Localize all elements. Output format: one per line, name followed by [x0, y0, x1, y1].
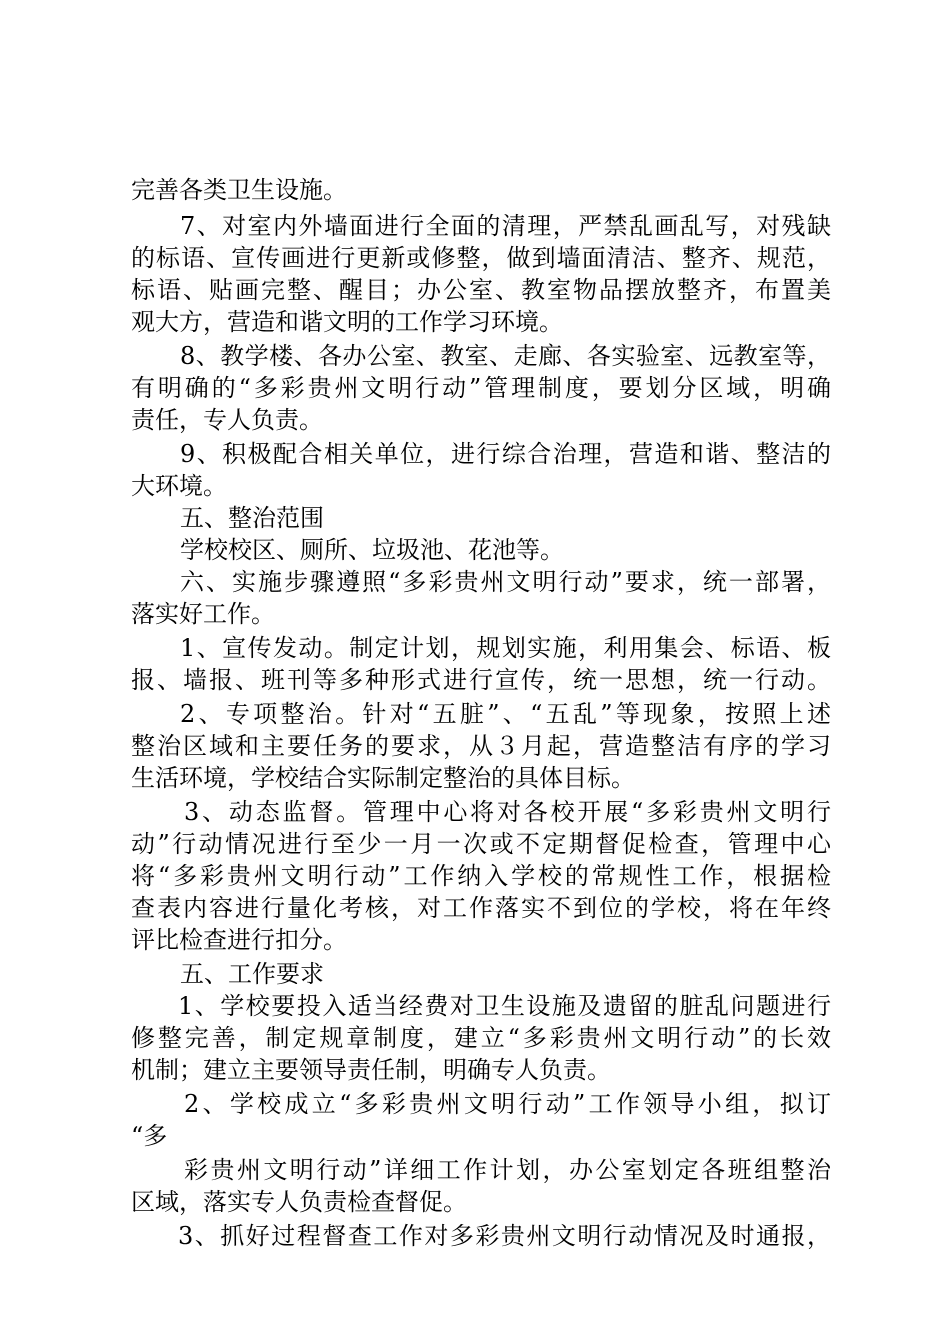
- text-line: 8、教学楼、各办公室、教室、走廊、各实验室、远教室等，: [180, 342, 831, 370]
- section-heading: 五、工作要求: [180, 960, 324, 988]
- text-line: 修整完善，制定规章制度，建立“多彩贵州文明行动”的长效: [131, 1024, 831, 1052]
- text-line: 3、动态监督。管理中心将对各校开展“多彩贵州文明行: [184, 798, 831, 826]
- text-line: 责任，专人负责。: [131, 406, 323, 434]
- section-heading: 五、整治范围: [180, 504, 324, 532]
- text-line: 查表内容进行量化考核，对工作落实不到位的学校，将在年终: [131, 894, 831, 922]
- text-line: 将“多彩贵州文明行动”工作纳入学校的常规性工作，根据检: [131, 862, 831, 890]
- text-line: 2、学校成立“多彩贵州文明行动”工作领导小组，拟订: [184, 1090, 831, 1118]
- text-line: 报、墙报、班刊等多种形式进行宣传，统一思想，统一行动。: [131, 666, 831, 694]
- text-line: 1、宣传发动。制定计划，规划实施，利用集会、标语、板: [180, 634, 831, 662]
- text-line: 六、实施步骤遵照“多彩贵州文明行动”要求，统一部署，: [180, 568, 831, 596]
- text-line: 落实好工作。: [131, 600, 275, 628]
- text-line: 评比检查进行扣分。: [131, 926, 347, 954]
- text-line: 整治区域和主要任务的要求，从３月起，营造整洁有序的学习: [131, 732, 831, 760]
- text-line: 观大方，营造和谐文明的工作学习环境。: [131, 308, 563, 336]
- text-line: 有明确的“多彩贵州文明行动”管理制度，要划分区域，明确: [131, 374, 831, 402]
- text-line: 生活环境，学校结合实际制定整治的具体目标。: [131, 764, 635, 792]
- text-line: 的标语、宣传画进行更新或修整，做到墙面清洁、整齐、规范，: [131, 244, 831, 272]
- text-line: 彩贵州文明行动”详细工作计划，办公室划定各班组整治: [184, 1156, 831, 1184]
- text-line: 动”行动情况进行至少一月一次或不定期督促检查，管理中心: [131, 830, 831, 858]
- text-line: 机制；建立主要领导责任制，明确专人负责。: [131, 1056, 611, 1084]
- text-line: 区域，落实专人负责检查督促。: [131, 1188, 467, 1216]
- text-line: 1、学校要投入适当经费对卫生设施及遗留的脏乱问题进行: [178, 992, 831, 1020]
- text-line: 2、专项整治。针对“五脏”、“五乱”等现象，按照上述: [180, 700, 831, 728]
- text-line: 9、积极配合相关单位，进行综合治理，营造和谐、整洁的: [180, 440, 831, 468]
- text-line: 7、对室内外墙面进行全面的清理，严禁乱画乱写，对残缺: [180, 212, 831, 240]
- text-line: 3、抓好过程督查工作对多彩贵州文明行动情况及时通报，: [178, 1222, 831, 1250]
- text-line: 完善各类卫生设施。: [131, 176, 347, 204]
- text-line: “多: [131, 1122, 168, 1150]
- text-line: 学校校区、厕所、垃圾池、花池等。: [180, 536, 564, 564]
- text-line: 标语、贴画完整、醒目；办公室、教室物品摆放整齐，布置美: [131, 276, 831, 304]
- text-line: 大环境。: [131, 472, 227, 500]
